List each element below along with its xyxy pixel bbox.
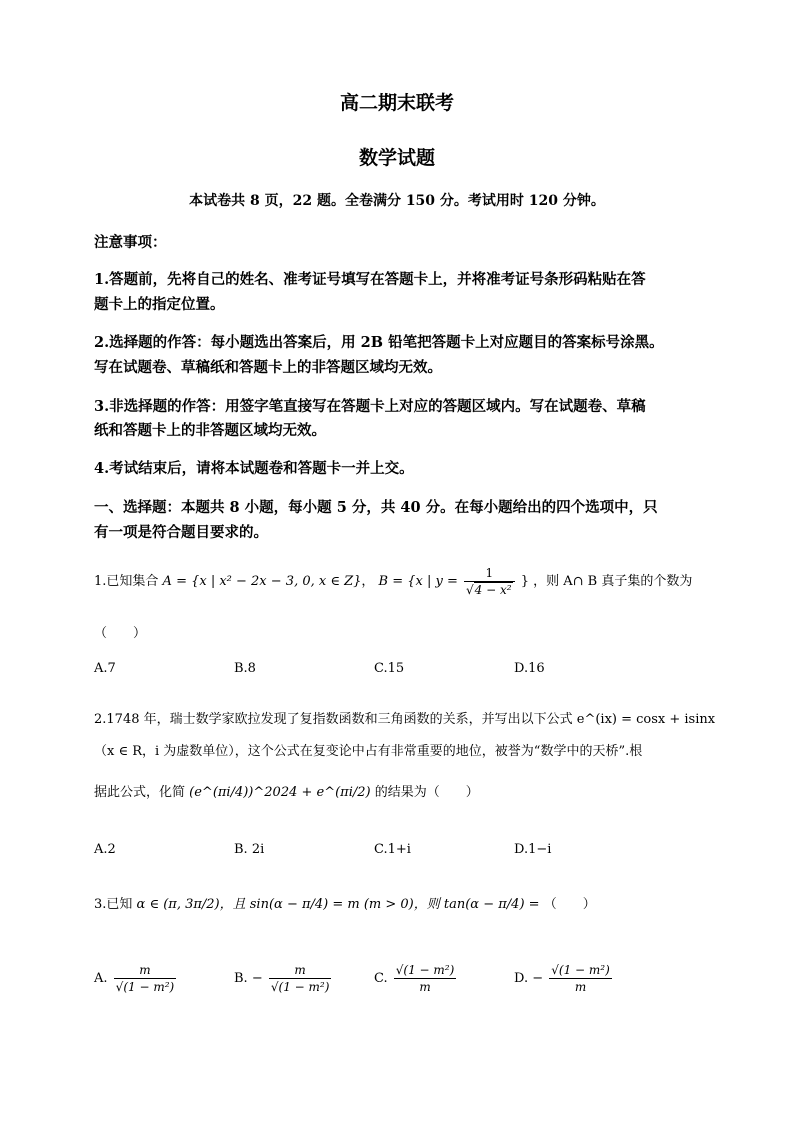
q1-option-b: B.8 — [234, 661, 256, 676]
q3-prefix: 3.已知 — [94, 897, 133, 912]
q3-option-b — [234, 962, 333, 995]
q1-option-c: C.15 — [374, 661, 405, 676]
q3-option-a-numerator: m — [114, 962, 177, 979]
q3-option-b-label: B. − — [234, 971, 263, 986]
q1-set-b-fraction: $\frac{1}{\text{√4 − x²}}$ — [464, 565, 515, 598]
q1-answer-paren: （ ） — [94, 626, 147, 641]
q3-option-d-denominator: m — [574, 980, 587, 994]
q3-option-a-denominator: √(1 − m²) — [115, 980, 175, 994]
question-3 — [94, 893, 596, 912]
q2-line3 — [94, 775, 479, 811]
q2-line2: （x ∈ R，i 为虚数单位），这个公式在复变论中占有非常重要的地位，被誉为“数学中的天桥”.根 — [94, 744, 643, 759]
notice-item-2-line2: 写在试题卷、草稿纸和答题卡上的非答题区域均无效。 — [94, 359, 442, 376]
notice-item-3-line1: 3.非选择题的作答：用签字笔直接写在答题卡上对应的答题区域内。写在试题卷、草稿 — [94, 398, 646, 415]
q3-option-a — [94, 962, 178, 995]
q3-option-a-label: A. — [94, 971, 108, 986]
q3-option-c-denominator: m — [419, 980, 431, 994]
q1-set-b-numerator: 1 — [464, 565, 515, 582]
q3-option-d — [514, 962, 614, 995]
q2-option-d: D.1−i — [514, 842, 552, 857]
q2-option-a: A.2 — [94, 842, 116, 857]
q3-option-d-label: D. − — [514, 971, 544, 986]
q3-option-b-denominator: √(1 − m²) — [270, 980, 330, 994]
q3-option-c-fraction — [394, 962, 457, 995]
q2-line3-prefix: 据此公式，化简 — [94, 785, 186, 800]
q3-suffix: （ ） — [543, 897, 596, 912]
q3-option-b-numerator: m — [269, 962, 332, 979]
q3-option-d-fraction — [549, 962, 612, 995]
section1-line2: 有一项是符合题目要求的。 — [94, 524, 268, 541]
notice-item-4: 4.考试结束后，请将本试题卷和答题卡一并上交。 — [94, 460, 414, 477]
q2-option-b: B. 2i — [234, 842, 265, 857]
notice-item-1-line2: 题卡上的指定位置。 — [94, 296, 225, 313]
q2-line1: 2.1748 年，瑞士数学家欧拉发现了复指数函数和三角函数的关系，并写出以下公式 e^(ix) = cosx + isinx — [94, 712, 716, 727]
q3-option-a-fraction — [114, 962, 177, 995]
q3-option-b-fraction — [269, 962, 332, 995]
q2-expression: (e^(πi/4))^2024 + e^(πi/2) — [189, 785, 371, 800]
notice-item-3-line2: 纸和答题卡上的非答题区域均无效。 — [94, 422, 326, 439]
q3-expression: α ∈ (π, 3π/2)，且 sin(α − π/4) = m (m > 0)，则 tan(α − π/4) = — [136, 897, 540, 912]
q3-option-c — [374, 962, 458, 995]
q1-prefix: 1.已知集合 — [94, 574, 159, 589]
q3-option-d-numerator: √(1 − m²) — [551, 963, 610, 977]
exam-intro: 本试卷共 8 页，22 题。全卷满分 150 分。考试用时 120 分钟。 — [189, 193, 605, 209]
q2-option-c: C.1+i — [374, 842, 411, 857]
notice-item-1-line1: 1.答题前，先将自己的姓名、准考证号填写在答题卡上，并将准考证号条形码粘贴在答 — [94, 271, 646, 288]
section1-line1: 一、选择题：本题共 8 小题，每小题 5 分，共 40 分。在每小题给出的四个选项中，只 — [94, 499, 658, 516]
notice-item-2-line1: 2.选择题的作答：每小题选出答案后，用 2B 铅笔把答题卡上对应题目的答案标号涂黑。 — [94, 334, 664, 351]
exam-subject: 数学试题 — [358, 147, 435, 169]
q2-line3-suffix: 的结果为（ ） — [374, 785, 479, 800]
q1-set-a: A = {x | x² − 2x − 3, 0, x ∈ Z} — [162, 574, 362, 589]
q1-option-a: A.7 — [94, 661, 116, 676]
notice-heading: 注意事项： — [94, 234, 167, 251]
q1-set-b-right: } — [520, 574, 529, 589]
question-1: 1.已知集合 A = {x | x² − 2x − 3, 0, x ∈ Z}， B = {x | y = $\frac{1}{\text{√4 − x²}}$ } ，则 A∩ B 真子集的个数为 — [94, 566, 693, 597]
exam-title: 高二期末联考 — [339, 92, 454, 114]
q1-set-b-denominator: 4 − x² — [474, 583, 512, 597]
q3-option-c-numerator: √(1 − m²) — [395, 963, 455, 977]
q1-suffix: ，则 A∩ B 真子集的个数为 — [533, 574, 693, 589]
q1-set-b-left: B = {x | y = — [378, 574, 458, 589]
q1-option-d: D.16 — [514, 661, 545, 676]
q3-option-c-label: C. — [374, 971, 388, 986]
